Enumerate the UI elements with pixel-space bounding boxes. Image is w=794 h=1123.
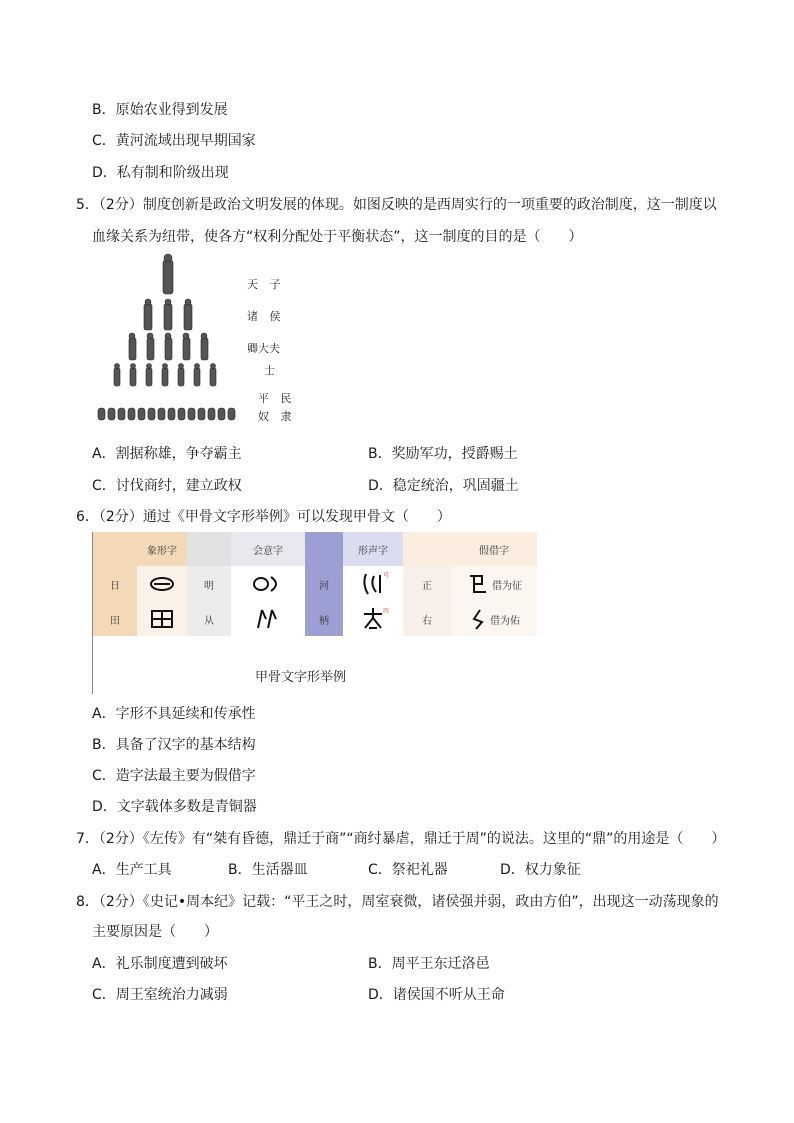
jiajie-zheng-label: 借为征 [492, 580, 522, 592]
q8-stem-line1: 8．（2分）《史记•周本纪》记载：“平王之时，周室衰微，诸侯强并弱，政由方伯”，出现这一动荡现象的 [76, 894, 719, 910]
q8-option-d: D．诸侯国不听从王命 [368, 987, 505, 1003]
cell-ri: 日 [93, 566, 137, 602]
q8-option-a: A．礼乐制度遭到破坏 [92, 956, 228, 972]
cell-you: 右 [403, 602, 451, 636]
sound-bing: 丙 [382, 608, 389, 615]
header-blank [93, 532, 137, 566]
cell-ming: 明 [187, 566, 231, 602]
q4-option-c: C．黄河流域出现早期国家 [92, 133, 256, 149]
figure-row-3 [129, 333, 208, 360]
q5-option-a: A．割据称雄，争夺霸主 [92, 446, 242, 462]
q4-option-d: D．私有制和阶级出现 [92, 165, 229, 181]
header-xingsheng: 形声字 [343, 532, 403, 566]
glyph-tian-icon [137, 602, 187, 636]
figure-row-1 [163, 254, 173, 294]
q6-option-c: C．造字法最主要为假借字 [92, 768, 256, 784]
q5-stem-line2: 血缘关系为纽带，使各方“权利分配处于平衡状态”，这一制度的目的是（ ） [92, 229, 583, 245]
jiajie-you-label: 借为佑 [490, 615, 520, 627]
q8-option-c: C．周王室统治力减弱 [92, 987, 228, 1003]
glyph-ming-icon [231, 566, 305, 602]
feudal-hierarchy-figure [92, 250, 302, 438]
header-huiyi: 会意字 [231, 532, 305, 566]
figure-row-5 [98, 408, 235, 420]
header-jiajie: 假借字 [451, 532, 537, 566]
q6-option-b: B．具备了汉字的基本结构 [92, 737, 256, 753]
q6-stem: 6．（2分）通过《甲骨文字形举例》可以发现甲骨文（ ） [76, 509, 451, 525]
cell-tian: 田 [93, 602, 137, 636]
glyph-ri-icon [137, 566, 187, 602]
glyph-cong-icon [231, 602, 305, 636]
pyramid-figures [92, 250, 242, 425]
table-caption: 甲骨文字形举例 [255, 670, 347, 685]
q5-stem-line1: 5．（2分）制度创新是政治文明发展的体现。如图反映的是西周实行的一项重要的政治制度，这一制度以 [76, 197, 717, 213]
header-xiangxing: 象形字 [137, 532, 187, 566]
q5-option-d: D．稳定统治，巩固疆土 [368, 478, 519, 494]
jiajie-zheng [451, 566, 537, 602]
q6-option-d: D．文字载体多数是青铜器 [92, 799, 257, 815]
jiajie-you [451, 602, 537, 636]
q7-option-b: B．生活器皿 [228, 862, 308, 878]
glyph-bing-icon [343, 602, 403, 636]
q5-option-b: B．奖励军功，授爵赐土 [368, 446, 518, 462]
q7-option-a: A．生产工具 [92, 862, 172, 878]
cell-he: 河 [305, 566, 343, 602]
oracle-bone-table [92, 532, 537, 694]
sound-ke: 可 [382, 572, 389, 579]
q8-stem-line2: 主要原因是（ ） [92, 924, 218, 940]
q8-option-b: B．周平王东迁洛邑 [368, 956, 490, 972]
q7-option-c: C．祭祀礼器 [368, 862, 448, 878]
header-blank-2 [187, 532, 231, 566]
label-tianzi: 天 子 [247, 278, 285, 291]
cell-cong: 从 [187, 602, 231, 636]
label-shi: 士 [264, 364, 279, 377]
label-zhuhou: 诸 侯 [247, 310, 285, 323]
figure-row-4 [114, 364, 216, 387]
q5-option-c: C．讨伐商纣，建立政权 [92, 478, 242, 494]
cell-bing: 柄 [305, 602, 343, 636]
q7-stem: 7．（2分）《左传》有“桀有昏德，鼎迁于商”“商纣暴虐，鼎迁于周”的说法。这里的“鼎”的用途是（ ） [76, 831, 726, 847]
q7-option-d: D．权力象征 [500, 862, 581, 878]
label-qingdafu: 卿大夫 [247, 342, 280, 355]
label-pingmin: 平 民 [258, 392, 296, 405]
header-blank-3 [305, 532, 343, 566]
q4-option-b: B．原始农业得到发展 [92, 102, 228, 118]
label-nuli: 奴 隶 [258, 410, 296, 423]
glyph-he-icon [343, 566, 403, 602]
cell-zheng: 正 [403, 566, 451, 602]
header-blank-4 [403, 532, 451, 566]
q6-option-a: A．字形不具延续和传承性 [92, 706, 256, 722]
figure-row-2 [144, 299, 192, 330]
